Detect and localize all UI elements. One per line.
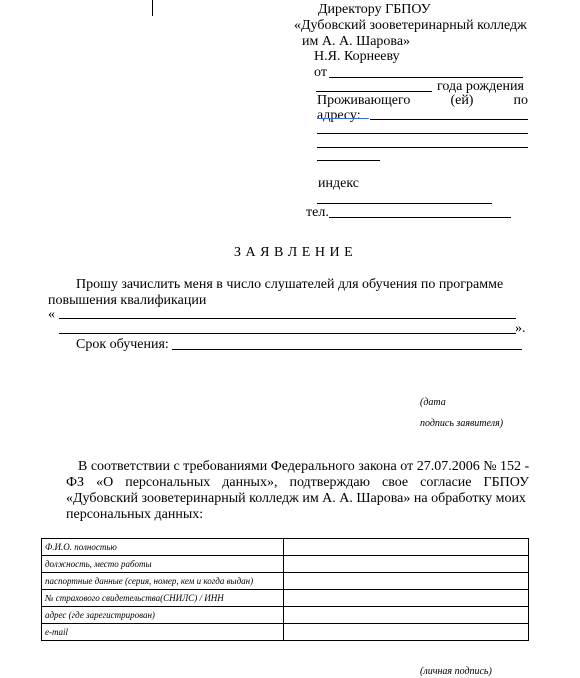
table-value-cell[interactable] bbox=[284, 624, 529, 641]
consent-word: согласие bbox=[420, 475, 472, 490]
table-row bbox=[42, 607, 529, 624]
document-title: З А Я В Л Е Н И Е bbox=[234, 245, 354, 260]
addressee-line-2: «Дубовский зооветеринарный колледж bbox=[294, 18, 527, 33]
consent-word: подтверждаю bbox=[289, 475, 371, 490]
table-value-cell[interactable] bbox=[284, 573, 529, 590]
address-line-4[interactable] bbox=[317, 160, 380, 161]
consent-word: данных», bbox=[222, 475, 278, 490]
from-underline[interactable] bbox=[329, 77, 523, 78]
consent-word: «О bbox=[96, 475, 114, 490]
applicant-signature-label: подпись заявителя) bbox=[420, 418, 504, 429]
consent-line-1: В соответствии с требованиями Федерального закона от 27.07.2006 № 152 - bbox=[78, 459, 530, 474]
index-label: индекс bbox=[318, 176, 359, 191]
addressee-line-1: Директору ГБПОУ bbox=[318, 2, 431, 17]
table-value-cell[interactable] bbox=[284, 590, 529, 607]
table-value-cell[interactable] bbox=[284, 607, 529, 624]
table-row bbox=[42, 573, 529, 590]
consent-word: свое bbox=[382, 475, 409, 490]
residing-word: (ей) bbox=[450, 93, 474, 108]
residing-word: Проживающего bbox=[317, 93, 411, 108]
text-cursor bbox=[152, 0, 153, 16]
table-label-cell: паспортные данные (серия, номер, кем и когда выдан) bbox=[42, 573, 284, 590]
table-label-cell: Ф.И.О. полностью bbox=[42, 539, 284, 556]
duration-underline[interactable] bbox=[172, 349, 522, 350]
program-line-2[interactable] bbox=[59, 333, 516, 334]
quote-close: ». bbox=[515, 321, 526, 336]
address-label: адресу: bbox=[317, 108, 361, 123]
consent-word: ГБПОУ bbox=[483, 475, 529, 490]
personal-data-table bbox=[41, 538, 529, 641]
birth-year-label: года рождения bbox=[437, 79, 524, 94]
consent-word: ФЗ bbox=[66, 475, 85, 490]
table-row bbox=[42, 624, 529, 641]
phone-label: тел. bbox=[306, 205, 329, 220]
index-underline[interactable] bbox=[317, 203, 492, 204]
addressee-line-3: им А. А. Шарова» bbox=[302, 34, 411, 49]
addressee-name: Н.Я. Корнееву bbox=[314, 49, 400, 64]
table-label-cell: должность, место работы bbox=[42, 556, 284, 573]
table-row bbox=[42, 539, 529, 556]
quote-open: « bbox=[48, 307, 55, 322]
request-line-1: Прошу зачислить меня в число слушателей для обучения по программе bbox=[76, 277, 504, 292]
address-line-3[interactable] bbox=[317, 147, 528, 148]
table-label-cell: № страхового свидетельства(СНИЛС) / ИНН bbox=[42, 590, 284, 607]
request-line-2: повышения квалификации bbox=[48, 293, 207, 308]
phone-underline[interactable] bbox=[329, 217, 511, 218]
duration-label: Срок обучения: bbox=[76, 337, 169, 352]
residing-line bbox=[317, 94, 528, 108]
table-value-cell[interactable] bbox=[284, 539, 529, 556]
from-label: от bbox=[314, 65, 327, 80]
program-line-1[interactable] bbox=[59, 318, 516, 319]
table-label-cell: e-mail bbox=[42, 624, 284, 641]
consent-line-4: персональных данных: bbox=[66, 507, 204, 522]
address-label-underline bbox=[317, 118, 369, 119]
table-value-cell[interactable] bbox=[284, 556, 529, 573]
birth-year-underline[interactable] bbox=[316, 91, 432, 92]
table-row bbox=[42, 590, 529, 607]
address-line-2[interactable] bbox=[317, 133, 528, 134]
address-line-1[interactable] bbox=[370, 119, 528, 120]
table-label-cell: адрес (где зарегистрирован) bbox=[42, 607, 284, 624]
consent-line-3: «Дубовский зооветеринарный колледж им А. А. Шарова» на обработку моих bbox=[66, 491, 526, 506]
residing-word: по bbox=[513, 93, 528, 108]
personal-signature-label: (личная подпись) bbox=[420, 666, 492, 677]
consent-line-2 bbox=[66, 476, 529, 490]
date-label: (дата bbox=[420, 397, 446, 408]
consent-word: персональных bbox=[125, 475, 211, 490]
table-row bbox=[42, 556, 529, 573]
